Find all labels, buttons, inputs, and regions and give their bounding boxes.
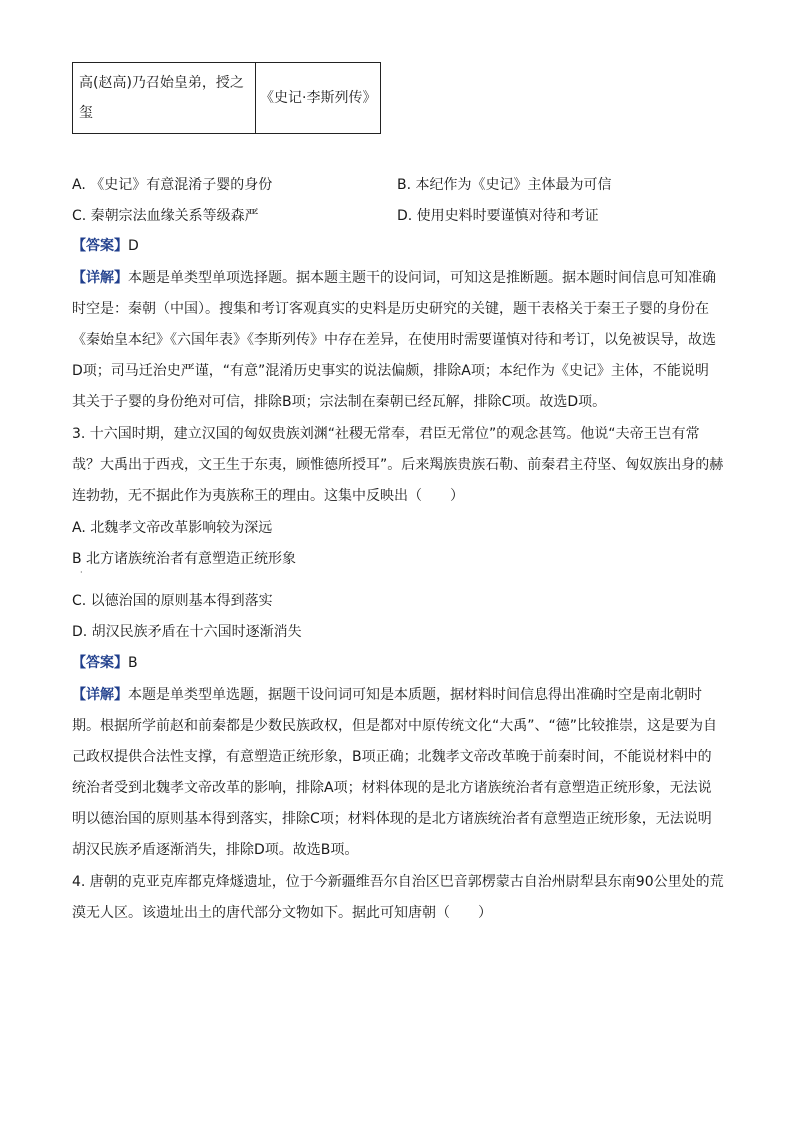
q3-stem-line: 连勃勃，无不据此作为夷族称王的理由。这集中反映出（ ） [72, 488, 464, 504]
q2-detail-line: 其关于子婴的身份绝对可信，排除B项；宗法制在秦朝已经瓦解，排除C项。故选D项。 [72, 394, 607, 410]
q2-answer [72, 235, 139, 255]
q3-option-c: C. 以德治国的原则基本得到落实 [72, 593, 273, 609]
q4-stem-line: 漠无人区。该遗址出土的唐代部分文物如下。据此可知唐朝（ ） [72, 905, 492, 921]
answer-tag: 【答案】 [72, 238, 128, 254]
q3-option-d: D. 胡汉民族矛盾在十六国时逐渐消失 [72, 624, 302, 640]
detail-tag: 【详解】 [72, 270, 128, 286]
q3-option-a: A. 北魏孝文帝改革影响较为深远 [72, 520, 273, 536]
answer-value: D [128, 238, 139, 254]
detail-tag: 【详解】 [72, 687, 128, 703]
q3-detail-line: 统治者受到北魏孝文帝改革的影响，排除A项；材料体现的是北方诸族统治者有意塑造正统形象，无法说 [72, 780, 712, 796]
answer-value: B [128, 655, 138, 671]
q3-detail-line: 期。根据所学前赵和前秦都是少数民族政权，但是都对中原传统文化“大禹”、“德”比较推崇，这是要为自 [72, 718, 718, 734]
detail-text: 本题是单类型单项选择题。据本题主题干的设问词，可知这是推断题。据本题时间信息可知准确 [128, 270, 716, 286]
q2-option-c: C. 秦朝宗法血缘关系等级森严 [72, 208, 259, 224]
source-citation-cell: 《史记·李斯列传》 [256, 63, 381, 134]
detail-text: 本题是单类型单选题，据题干设问词可知是本质题，据材料时间信息得出准确时空是南北朝时 [128, 687, 702, 703]
q2-option-b: B. 本纪作为《史记》主体最为可信 [397, 177, 612, 193]
q3-detail-line [72, 684, 702, 704]
q3-detail-line: 己政权提供合法性支撑，有意塑造正统形象，B项正确；北魏孝文帝改革晚于前秦时间，不能说材料中的 [72, 749, 712, 765]
q2-option-d: D. 使用史料时要谨慎对待和考证 [397, 208, 599, 224]
q2-detail-line: 时空是：秦朝（中国）。搜集和考订客观真实的史料是历史研究的关键，题干表格关于秦王子婴的身份在 [72, 301, 709, 317]
q2-detail-line: D项；司马迁治史严谨，“有意”混淆历史事实的说法偏颇，排除A项；本纪作为《史记》主体，不能说明 [72, 363, 709, 379]
q3-stem-line: 3. 十六国时期，建立汉国的匈奴贵族刘渊“社稷无常奉，君臣无常位”的观念甚笃。他说“夫帝王岂有常 [72, 426, 700, 442]
stray-dot: · [80, 568, 83, 577]
table-row [73, 63, 381, 134]
q2-option-a: A. 《史记》有意混淆子婴的身份 [72, 177, 273, 193]
answer-tag: 【答案】 [72, 655, 128, 671]
q3-detail-line: 胡汉民族矛盾逐渐消失，排除D项。故选B项。 [72, 842, 359, 858]
q2-detail-line: 《秦始皇本纪》《六国年表》《李斯列传》中存在差异，在使用时需要谨慎对待和考订，以免被误导，故选 [72, 332, 716, 348]
q2-detail-line [72, 267, 716, 287]
source-table [72, 62, 381, 134]
q3-answer [72, 652, 138, 672]
q3-stem-line: 哉？大禹出于西戎，文王生于东夷，顾惟德所授耳”。后来羯族贵族石勒、前秦君主苻坚、匈奴族出身的赫 [72, 457, 724, 473]
source-excerpt-cell: 高(赵高)乃召始皇弟，授之玺 [73, 63, 256, 134]
q4-stem-line: 4. 唐朝的克亚克库都克烽燧遗址，位于今新疆维吾尔自治区巴音郭楞蒙古自治州尉犁县东南90公里处的荒 [72, 874, 724, 890]
q3-option-b: B 北方诸族统治者有意塑造正统形象 [72, 551, 297, 567]
q3-detail-line: 明以德治国的原则基本得到落实，排除C项；材料体现的是北方诸族统治者有意塑造正统形象，无法说明 [72, 811, 712, 827]
